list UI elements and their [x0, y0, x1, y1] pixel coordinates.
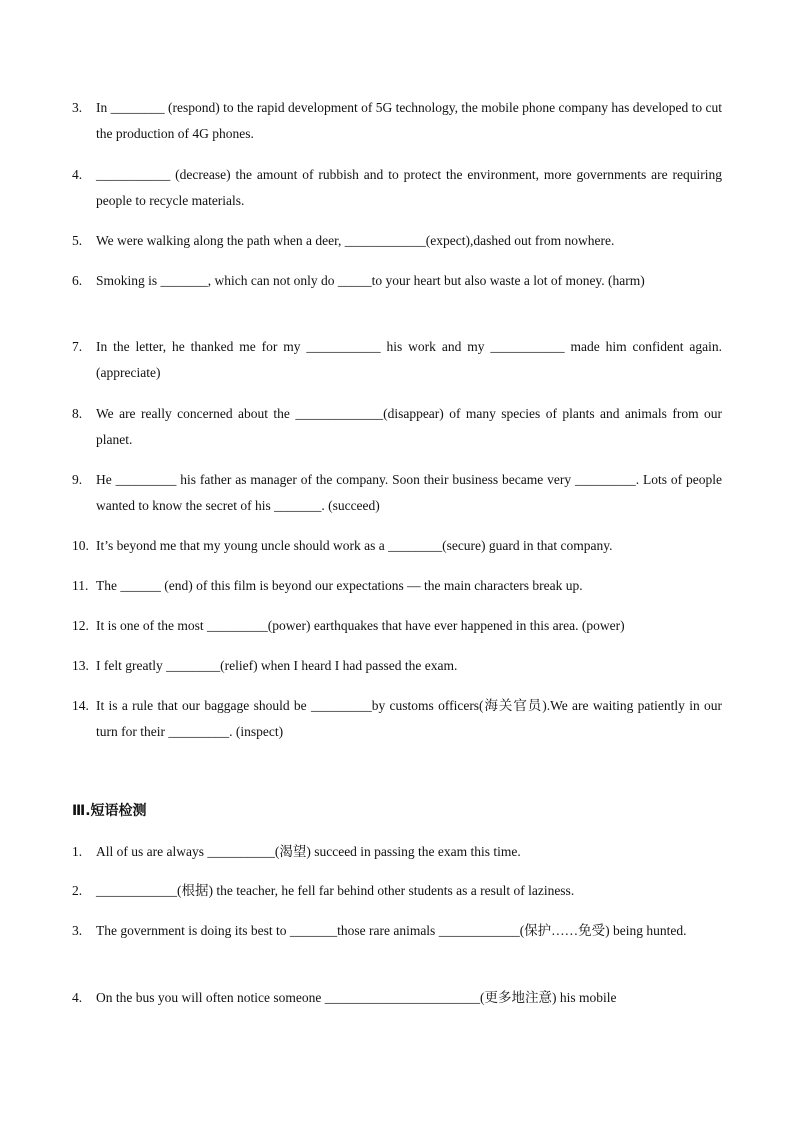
item-number: 12. — [72, 618, 89, 633]
item-number: 3. — [72, 923, 83, 938]
list-item — [72, 268, 722, 294]
list-item — [72, 985, 722, 1011]
list-item — [72, 693, 722, 745]
list-item — [72, 878, 722, 904]
item-number: 11. — [72, 578, 89, 593]
list-item — [72, 653, 722, 679]
item-number: 8. — [72, 406, 83, 421]
item-number: 6. — [72, 273, 83, 288]
item-text: On the bus you will often notice someone _______________________(更多地注意) his mobile — [96, 990, 617, 1005]
list-item — [72, 533, 722, 559]
item-text: It is one of the most _________(power) earthquakes that have ever happened in this area. (power) — [96, 618, 625, 633]
item-number: 10. — [72, 538, 89, 553]
item-text: ____________(根据) the teacher, he fell far behind other students as a result of laziness. — [96, 883, 575, 898]
item-text: It is a rule that our baggage should be _________by customs officers(海关官员).We are waiting patiently in our turn for their _________. (inspect) — [96, 698, 722, 739]
item-text: I felt greatly ________(relief) when I heard I had passed the exam. — [96, 658, 458, 673]
item-text: In ________ (respond) to the rapid development of 5G technology, the mobile phone company has developed to cut the production of 4G phones. — [96, 100, 722, 141]
item-text: He _________ his father as manager of the company. Soon their business became very _________. Lots of people wanted to know the secret of his _______. (succeed) — [96, 472, 722, 513]
list-item — [72, 918, 722, 944]
item-number: 14. — [72, 698, 89, 713]
item-number: 13. — [72, 658, 89, 673]
item-text: ___________ (decrease) the amount of rubbish and to protect the environment, more governments are requiring people to recycle materials. — [96, 167, 722, 208]
item-number: 9. — [72, 472, 83, 487]
item-number: 5. — [72, 233, 83, 248]
item-number: 1. — [72, 844, 83, 859]
list-item — [72, 162, 722, 214]
list-item — [72, 573, 722, 599]
list-item — [72, 228, 722, 254]
item-number: 7. — [72, 339, 83, 354]
item-text: We were walking along the path when a deer, ____________(expect),dashed out from nowhere. — [96, 233, 615, 248]
item-text: We are really concerned about the _____________(disappear) of many species of plants and animals from our planet. — [96, 406, 722, 447]
list-item — [72, 839, 722, 865]
item-text: The government is doing its best to _______those rare animals ____________(保护……免受) being hunted. — [96, 923, 687, 938]
item-text: It’s beyond me that my young uncle should work as a ________(secure) guard in that company. — [96, 538, 613, 553]
item-number: 3. — [72, 100, 83, 115]
list-item — [72, 613, 722, 639]
list-item — [72, 334, 722, 386]
list-item — [72, 401, 722, 453]
item-text: Smoking is _______, which can not only do _____to your heart but also waste a lot of money. (harm) — [96, 273, 645, 288]
section-heading: Ⅲ.短语检测 — [72, 803, 147, 819]
item-number: 4. — [72, 990, 83, 1005]
item-text: In the letter, he thanked me for my ___________ his work and my ___________ made him confident again. (appreciate) — [96, 339, 722, 380]
item-text: All of us are always __________(渴望) succeed in passing the exam this time. — [96, 844, 521, 859]
item-text: The ______ (end) of this film is beyond our expectations — the main characters break up. — [96, 578, 583, 593]
list-item — [72, 95, 722, 147]
item-number: 4. — [72, 167, 83, 182]
list-item — [72, 467, 722, 519]
item-number: 2. — [72, 883, 83, 898]
